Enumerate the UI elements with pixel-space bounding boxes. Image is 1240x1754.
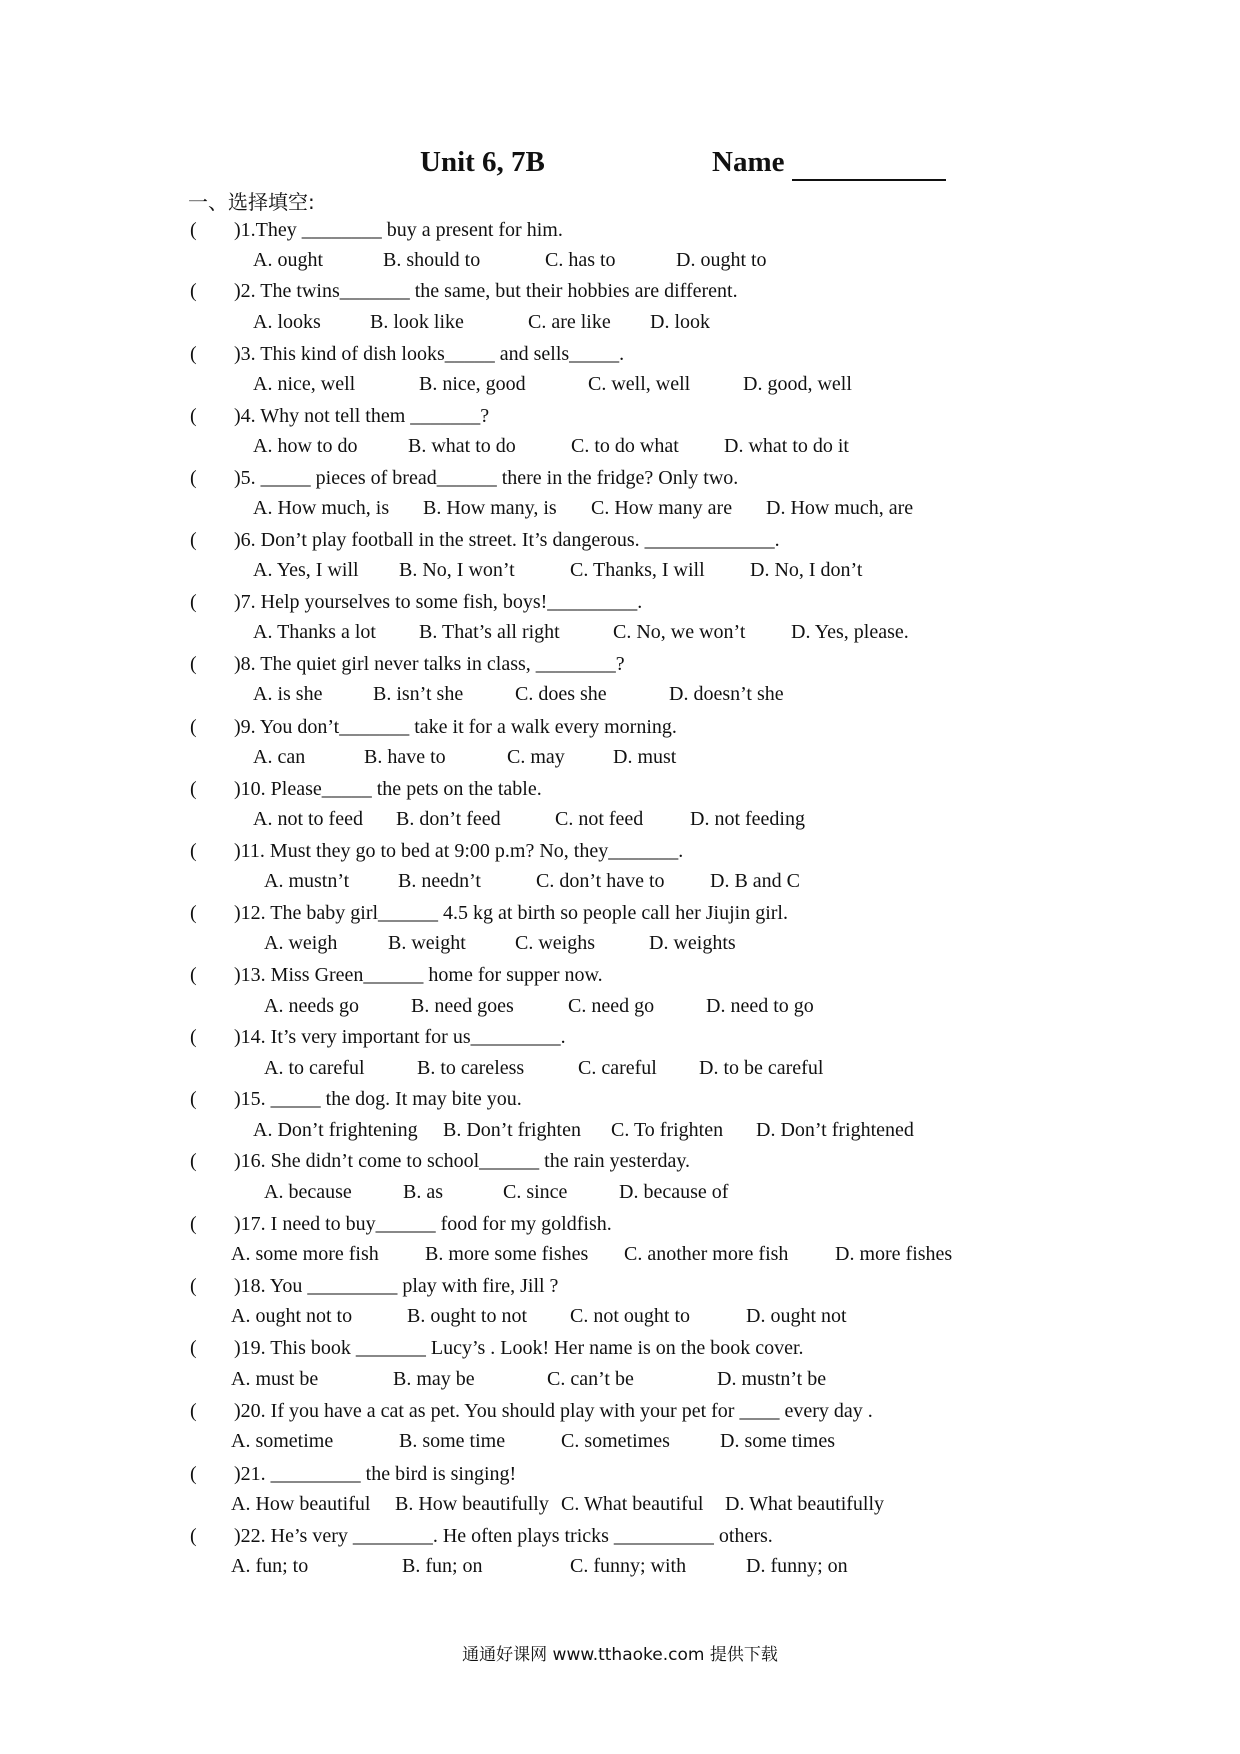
option-b: B. How many, is	[423, 497, 557, 519]
option-c: C. may	[507, 746, 565, 768]
option-b: B. Don’t frighten	[443, 1119, 581, 1141]
option-b: B. as	[403, 1181, 443, 1203]
option-d: D. more fishes	[835, 1243, 953, 1265]
option-b: B. How beautifully	[395, 1493, 549, 1515]
option-b: B. what to do	[408, 435, 516, 457]
option-b: B. to careless	[417, 1057, 525, 1079]
option-d: D. not feeding	[690, 808, 805, 830]
option-a: A. can	[253, 746, 306, 768]
option-c: C. need go	[568, 995, 655, 1017]
answer-paren-open: (	[190, 1337, 197, 1359]
section-title: 一、选择填空:	[188, 190, 315, 214]
option-a: A. to careful	[264, 1057, 365, 1079]
answer-paren-open: (	[190, 219, 197, 241]
question-stem: )4. Why not tell them _______?	[234, 405, 490, 427]
option-c: C. How many are	[591, 497, 733, 519]
answer-paren-open: (	[190, 1088, 197, 1110]
question-stem: )14. It’s very important for us_________.	[234, 1026, 566, 1048]
option-d: D. good, well	[743, 373, 852, 395]
option-b: B. some time	[399, 1430, 506, 1452]
question-stem: )12. The baby girl______ 4.5 kg at birth so people call her Jiujin girl.	[234, 902, 788, 924]
option-b: B. nice, good	[419, 373, 526, 395]
answer-paren-open: (	[190, 1400, 197, 1422]
option-a: A. nice, well	[253, 373, 356, 395]
answer-paren-open: (	[190, 1463, 197, 1485]
answer-paren-open: (	[190, 1026, 197, 1048]
option-c: C. funny; with	[570, 1555, 687, 1577]
option-d: D. Don’t frightened	[756, 1119, 914, 1141]
question-stem: )1.They ________ buy a present for him.	[234, 219, 563, 241]
option-a: A. Yes, I will	[253, 559, 359, 581]
option-b: B. fun; on	[402, 1555, 483, 1577]
footer-source: 通通好课网 www.tthaoke.com 提供下载	[462, 1645, 778, 1665]
answer-paren-open: (	[190, 964, 197, 986]
option-a: A. ought not to	[231, 1305, 353, 1327]
option-c: C. careful	[578, 1057, 657, 1079]
option-b: B. needn’t	[398, 870, 481, 892]
question-stem: )16. She didn’t come to school______ the rain yesterday.	[234, 1150, 691, 1172]
option-b: B. may be	[393, 1368, 475, 1390]
answer-paren-open: (	[190, 1275, 197, 1297]
option-c: C. does she	[515, 683, 607, 705]
option-b: B. That’s all right	[419, 621, 560, 643]
answer-paren-open: (	[190, 467, 197, 489]
answer-paren-open: (	[190, 840, 197, 862]
option-a: A. Don’t frightening	[253, 1119, 418, 1141]
option-c: C. are like	[528, 311, 611, 333]
option-c: C. sometimes	[561, 1430, 670, 1452]
option-a: A. must be	[231, 1368, 319, 1390]
option-d: D. B and C	[710, 870, 800, 892]
option-d: D. How much, are	[766, 497, 914, 519]
question-stem: )7. Help yourselves to some fish, boys!_________.	[234, 591, 643, 613]
option-c: C. to do what	[571, 435, 679, 457]
option-b: B. weight	[388, 932, 466, 954]
option-d: D. ought not	[746, 1305, 847, 1327]
option-d: D. ought to	[676, 249, 767, 271]
option-a: A. mustn’t	[264, 870, 350, 892]
option-d: D. mustn’t be	[717, 1368, 827, 1390]
option-c: C. What beautiful	[561, 1493, 704, 1515]
question-stem: )11. Must they go to bed at 9:00 p.m? No, they_______.	[234, 840, 684, 862]
option-b: B. should to	[383, 249, 481, 271]
answer-paren-open: (	[190, 280, 197, 302]
option-c: C. can’t be	[547, 1368, 634, 1390]
answer-paren-open: (	[190, 1150, 197, 1172]
question-stem: )8. The quiet girl never talks in class, ________?	[234, 653, 625, 675]
option-c: C. To frighten	[611, 1119, 724, 1141]
question-stem: )6. Don’t play football in the street. It’s dangerous. _____________.	[234, 529, 780, 551]
name-label: Name	[712, 146, 785, 178]
question-stem: )10. Please_____ the pets on the table.	[234, 778, 542, 800]
option-a: A. not to feed	[253, 808, 363, 830]
question-stem: )3. This kind of dish looks_____ and sells_____.	[234, 343, 625, 365]
option-c: C. another more fish	[624, 1243, 789, 1265]
option-b: B. have to	[364, 746, 446, 768]
option-a: A. ought	[253, 249, 323, 271]
option-c: C. not feed	[555, 808, 644, 830]
option-b: B. look like	[370, 311, 464, 333]
option-a: A. fun; to	[231, 1555, 309, 1577]
option-d: D. Yes, please.	[791, 621, 909, 643]
option-c: C. don’t have to	[536, 870, 665, 892]
question-stem: )9. You don’t_______ take it for a walk every morning.	[234, 716, 677, 738]
option-d: D. What beautifully	[725, 1493, 885, 1515]
option-a: A. is she	[253, 683, 323, 705]
option-b: B. more some fishes	[425, 1243, 589, 1265]
answer-paren-open: (	[190, 343, 197, 365]
option-c: C. well, well	[588, 373, 691, 395]
question-stem: )18. You _________ play with fire, Jill ?	[234, 1275, 559, 1297]
option-b: B. don’t feed	[396, 808, 501, 830]
option-b: B. need goes	[411, 995, 514, 1017]
question-stem: )17. I need to buy______ food for my goldfish.	[234, 1213, 612, 1235]
option-c: C. No, we won’t	[613, 621, 746, 643]
answer-paren-open: (	[190, 405, 197, 427]
option-d: D. need to go	[706, 995, 814, 1017]
option-c: C. Thanks, I will	[570, 559, 705, 581]
question-stem: )19. This book _______ Lucy’s . Look! Her name is on the book cover.	[234, 1337, 804, 1359]
option-a: A. Thanks a lot	[253, 621, 376, 643]
name-blank-line	[792, 179, 946, 181]
worksheet-header	[0, 146, 1240, 186]
question-stem: )15. _____ the dog. It may bite you.	[234, 1088, 522, 1110]
option-a: A. some more fish	[231, 1243, 379, 1265]
option-d: D. must	[613, 746, 677, 768]
option-a: A. looks	[253, 311, 321, 333]
option-a: A. needs go	[264, 995, 359, 1017]
option-d: D. doesn’t she	[669, 683, 784, 705]
option-c: C. not ought to	[570, 1305, 691, 1327]
option-c: C. has to	[545, 249, 616, 271]
question-stem: )20. If you have a cat as pet. You should play with your pet for ____ every day .	[234, 1400, 873, 1422]
question-stem: )2. The twins_______ the same, but their hobbies are different.	[234, 280, 738, 302]
option-a: A. how to do	[253, 435, 358, 457]
question-stem: )13. Miss Green______ home for supper now.	[234, 964, 603, 986]
question-stem: )21. _________ the bird is singing!	[234, 1463, 517, 1485]
option-d: D. what to do it	[724, 435, 849, 457]
option-d: D. some times	[720, 1430, 835, 1452]
option-a: A. because	[264, 1181, 352, 1203]
page-title: Unit 6, 7B	[420, 146, 545, 178]
option-d: D. funny; on	[746, 1555, 848, 1577]
option-d: D. No, I don’t	[750, 559, 863, 581]
option-b: B. No, I won’t	[399, 559, 515, 581]
question-stem: )5. _____ pieces of bread______ there in the fridge? Only two.	[234, 467, 739, 489]
answer-paren-open: (	[190, 1525, 197, 1547]
option-d: D. because of	[619, 1181, 729, 1203]
option-b: B. ought to not	[407, 1305, 528, 1327]
option-a: A. How much, is	[253, 497, 390, 519]
answer-paren-open: (	[190, 1213, 197, 1235]
option-a: A. weigh	[264, 932, 338, 954]
option-b: B. isn’t she	[373, 683, 464, 705]
option-c: C. weighs	[515, 932, 595, 954]
option-a: A. sometime	[231, 1430, 334, 1452]
answer-paren-open: (	[190, 653, 197, 675]
answer-paren-open: (	[190, 591, 197, 613]
answer-paren-open: (	[190, 778, 197, 800]
option-d: D. to be careful	[699, 1057, 824, 1079]
answer-paren-open: (	[190, 902, 197, 924]
question-stem: )22. He’s very ________. He often plays tricks __________ others.	[234, 1525, 773, 1547]
option-d: D. look	[650, 311, 710, 333]
option-a: A. How beautiful	[231, 1493, 371, 1515]
option-c: C. since	[503, 1181, 568, 1203]
answer-paren-open: (	[190, 716, 197, 738]
answer-paren-open: (	[190, 529, 197, 551]
option-d: D. weights	[649, 932, 736, 954]
